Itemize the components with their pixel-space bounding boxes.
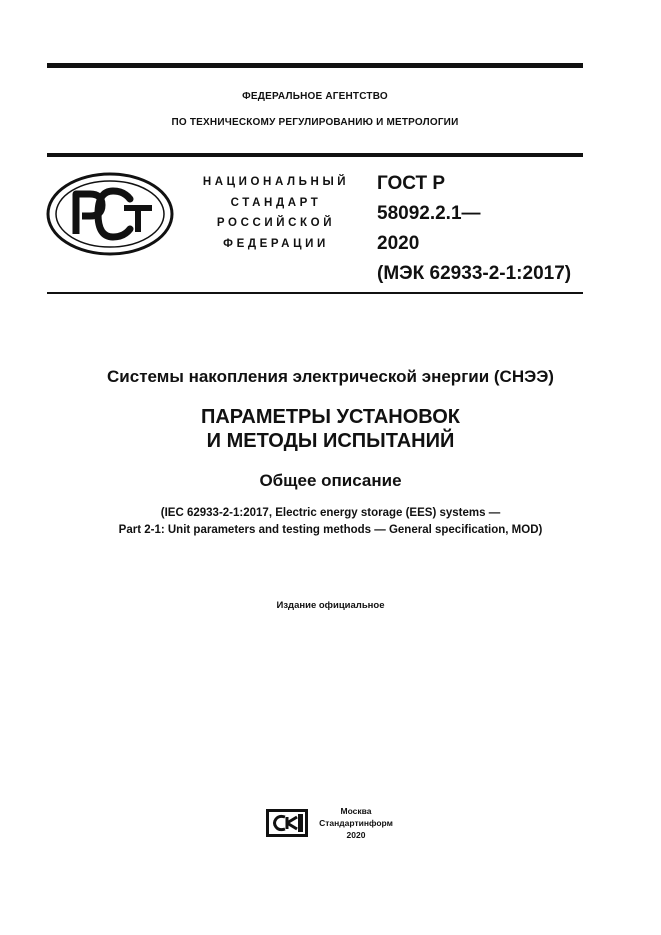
national-standard-line-4: ФЕДЕРАЦИИ xyxy=(223,237,329,250)
iec-reference xyxy=(0,505,661,539)
standartinform-logo-icon xyxy=(265,808,309,838)
top-rule xyxy=(47,63,583,68)
designation-line-2: 58092.2.1— xyxy=(377,203,481,224)
agency-line-2: ПО ТЕХНИЧЕСКОМУ РЕГУЛИРОВАНИЮ И МЕТРОЛОГИИ xyxy=(171,117,459,128)
national-standard-label xyxy=(186,172,366,254)
document-title xyxy=(0,405,661,453)
publisher-name: Стандартинформ xyxy=(319,818,393,828)
national-standard-line-3: РОССИЙСКОЙ xyxy=(216,217,336,229)
gost-r-emblem-icon xyxy=(46,172,174,256)
designation-line-4: (МЭК 62933-2-1:2017) xyxy=(377,263,572,284)
publisher-info xyxy=(306,805,406,841)
document-part-title: Общее описание xyxy=(259,471,402,490)
designation-line-1: ГОСТ Р xyxy=(377,173,446,194)
document-subject: Системы накопления электрической энергии (СНЭЭ) xyxy=(107,367,554,386)
national-standard-line-2: СТАНДАРТ xyxy=(230,196,322,209)
middle-rule xyxy=(47,153,583,157)
document-title-line-1: ПАРАМЕТРЫ УСТАНОВОК xyxy=(200,406,461,428)
publisher-city: Москва xyxy=(340,806,372,816)
lower-rule xyxy=(47,292,583,294)
national-standard-line-1: НАЦИОНАЛЬНЫЙ xyxy=(202,176,350,188)
iec-reference-line-1: (IEC 62933-2-1:2017, Electric energy storage (EES) systems — xyxy=(160,507,501,519)
standard-designation xyxy=(377,169,587,289)
agency-line-1: ФЕДЕРАЛЬНОЕ АГЕНТСТВО xyxy=(242,91,388,102)
designation-line-3: 2020 xyxy=(377,233,420,254)
publisher-year: 2020 xyxy=(346,830,366,840)
iec-reference-line-2: Part 2-1: Unit parameters and testing methods — General specification, MOD) xyxy=(118,524,543,536)
document-title-line-2: И МЕТОДЫ ИСПЫТАНИЙ xyxy=(206,430,455,452)
edition-label: Издание официальное xyxy=(276,600,385,611)
